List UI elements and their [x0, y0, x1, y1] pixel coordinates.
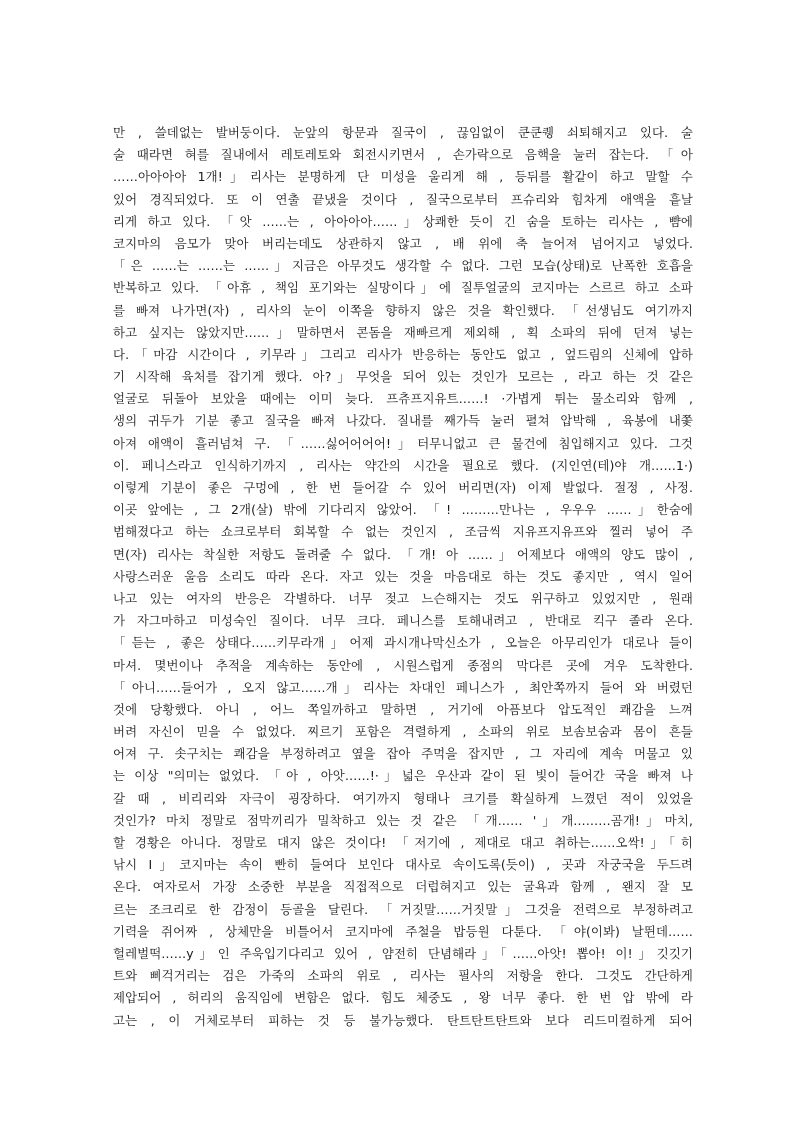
- text-line: 아져 애액이 흘러넘쳐 구. 「……싫어어어어!」터무니없고 큰 물건에 침입해지고 있다. 그것: [113, 435, 693, 451]
- document-page: [113, 122, 693, 1032]
- text-line: 온다. 여자로서 가장 소중한 부분을 직접적으로 더럽혀지고 있는 굴욕과 함께 , 왠지 잘 모: [113, 879, 693, 895]
- text-line: 「듣는 , 좋은 상태다……키무라개」어제 과시개나막신소가 , 오늘은 아무리인가 대로나 들이: [113, 635, 693, 651]
- text-line: 술 때라면 혀를 질내에서 레토레토와 회전시키면서 , 손가락으로 음핵을 눌러 잡는다. 「아: [113, 147, 693, 163]
- text-line: 르는 조크리로 한 감정이 등골을 달린다. 「거짓말……거짓말」그것을 전력으로 부정하려고: [113, 901, 693, 917]
- text-line: 를 빠져 나가면(자) , 리사의 눈이 이쪽을 향하지 않은 것을 확인했다. 「선생님도 여기까지: [113, 302, 693, 318]
- text-line: 어져 구. 솟구치는 쾌감을 부정하려고 옆을 잡아 주먹을 잡지만 , 그 자리에 계속 머물고 있: [113, 746, 693, 762]
- text-line: 반복하고 있다. 「아휴 , 책임 포기와는 실망이다」에 질투얼굴의 코지마는 스르르 하고 소파: [113, 280, 693, 296]
- text-line: 「아니……들어가 , 오지 않고……개」리사는 차대인 페니스가 , 최안쪽까지 들어 와 버렸던: [113, 679, 693, 695]
- text-line: 할 경황은 아니다. 정말로 대지 않은 것이다! 「저기에 , 제대로 대고 취하는……오싹!」「히: [113, 835, 693, 850]
- text-line: 는 이상 "의미는 없었다. 「아 , 아앗……!·」넓은 우산과 같이 된 빛이 들어간 국을 빠져 나: [113, 768, 693, 784]
- text-line: 다.「마감 시간이다 , 키무라」그리고 리사가 반응하는 동안도 없고 , 엎드림의 신체에 압하: [113, 346, 693, 362]
- text-line: 헐레벌떡……y」인 주욱입기다리고 있어 , 얌전히 단념해라」「……아앗! 뽑아! 이!」깃깃기: [113, 945, 693, 961]
- text-line: 갈 때 , 비리리와 자극이 굉장하다. 여기까지 형태나 크기를 확실하게 느꼈던 적이 있었을: [113, 790, 693, 806]
- text-line: 가 자그마하고 미성숙인 질이다. 너무 크다. 페니스를 토해내려고 , 반대로 킥구 졸라 온다.: [113, 613, 693, 629]
- text-line: 것에 당황했다. 아니 , 어느 쪽일까하고 말하면 , 거기에 아픔보다 압도적인 쾌감을 느껴: [113, 701, 693, 717]
- text-line: 사랑스러운 울음 소리도 따라 온다. 자고 있는 것을 마음대로 하는 것도 좋지만 , 역시 일어: [113, 568, 693, 584]
- text-line: 낚시 I」코지마는 속이 빤히 들여다 보인다 대사로 속이도록(듯이) , 곳과 자궁국을 두드려: [113, 857, 693, 873]
- text-line: 나고 있는 여자의 반응은 각별하다. 너무 젖고 느슨해지는 것도 위구하고 있었지만 , 원래: [113, 590, 693, 606]
- text-line: 얼굴로 뒤돌아 보았을 때에는 이미 늦다. 프츄프지유트……! ·가볍게 튀는 물소리와 함께 ,: [113, 391, 693, 407]
- text-line: 하고 싶지는 않았지만……」말하면서 콘돔을 재빠르게 제외해 , 획 소파의 뒤에 던져 넣는: [113, 324, 693, 340]
- text-line: 이곳 앞에는 , 그 2개(살) 밖에 기다리지 않았어. 「! ………만나는 , 우우우 ……」한숨에: [113, 502, 693, 518]
- text-line: 이. 페니스라고 인식하기까지 , 리사는 약간의 시간을 필요로 했다. (지인연(테)야 개……1·): [113, 457, 693, 473]
- text-line: 기 시작해 육처를 잡기게 했다. 아?」무엇을 되어 있는 것인가 모르는 , 라고 하는 것 같은: [113, 369, 693, 385]
- text-line: 만 , 쓸데없는 발버둥이다. 눈앞의 항문과 질국이 , 끊임없이 쿤쿤퀭 쇠퇴해지고 있다. 술: [113, 125, 693, 140]
- text-line: 버려 자신이 믿을 수 없었다. 찌르기 포함은 격렬하게 , 소파의 위로 보솜보숨과 몸이 흔들: [113, 724, 693, 740]
- text-line: 이렇게 기분이 좋은 구멍에 , 한 번 들어갈 수 있어 버리면(자) 이제 발없다. 절정 , 사정.: [113, 480, 693, 495]
- text-line: 리게 하고 있다. 「앗 ……는 , 아아아아……」상쾌한 듯이 긴 숨을 토하는 리사는 , 뺨에: [113, 213, 693, 229]
- text-line: 코지마의 음모가 맞아 버리는데도 상관하지 않고 , 배 위에 축 늘어져 넘어지고 넣었다.: [113, 235, 693, 251]
- text-line: 것인가? 마치 정말로 점막끼리가 밀착하고 있는 것 같은 「개…… '」개………곰개!」마치,: [113, 812, 693, 828]
- body-text: [113, 122, 693, 1032]
- text-line: 기력을 쥐어짜 , 상체만을 비틀어서 코지마에 주철을 밥등원 다툰다. 「야(이봐) 날뛴데……: [113, 923, 693, 939]
- text-line: 있어 경직되었다. 또 이 연출 끝냈을 것이다 , 질국으로부터 프슈리와 힘차게 애액을 흩날: [113, 191, 693, 207]
- text-line: 고는 , 이 거체로부터 피하는 것 등 불가능했다. 탄트탄트탄트와 보다 리드미컬하게 되어: [113, 1012, 693, 1028]
- text-line: 생의 귀두가 기분 좋고 질국을 빠져 나갔다. 질내를 째가득 눌러 펼쳐 압박해 , 육봉에 내쫓: [113, 413, 693, 429]
- text-line: 범해졌다고 하는 쇼크로부터 회복할 수 없는 것인지 , 조금씩 지유프지유프와 찔러 넣어 주: [113, 524, 693, 540]
- text-line: 트와 삐걱거리는 검은 가죽의 소파의 위로 , 리사는 필사의 저항을 한다. 그것도 간단하게: [113, 968, 693, 984]
- text-line: 면(자) 리사는 착실한 저항도 돌려줄 수 없다. 「개! 아 ……」어제보다 애액의 양도 많이 ,: [113, 546, 693, 562]
- text-line: 제압되어 , 허리의 움직임에 변함은 없다. 힘도 체중도 , 왕 너무 좋다. 한 번 압 밖에 라: [113, 990, 693, 1006]
- text-line: ……아아아아 1개!」리사는 분명하게 단 미성을 울리게 해 , 등뒤를 활같이 하고 말할 수: [113, 169, 693, 185]
- text-line: 마셔. 몇번이나 추적을 계속하는 동안에 , 시원스럽게 종점의 막다른 곳에 겨우 도착한다.: [113, 657, 693, 673]
- text-line: 「은 ……는 ……는 ……」지금은 아무것도 생각할 수 없다. 그런 모습(상태)로 난폭한 호흡을: [113, 258, 693, 274]
